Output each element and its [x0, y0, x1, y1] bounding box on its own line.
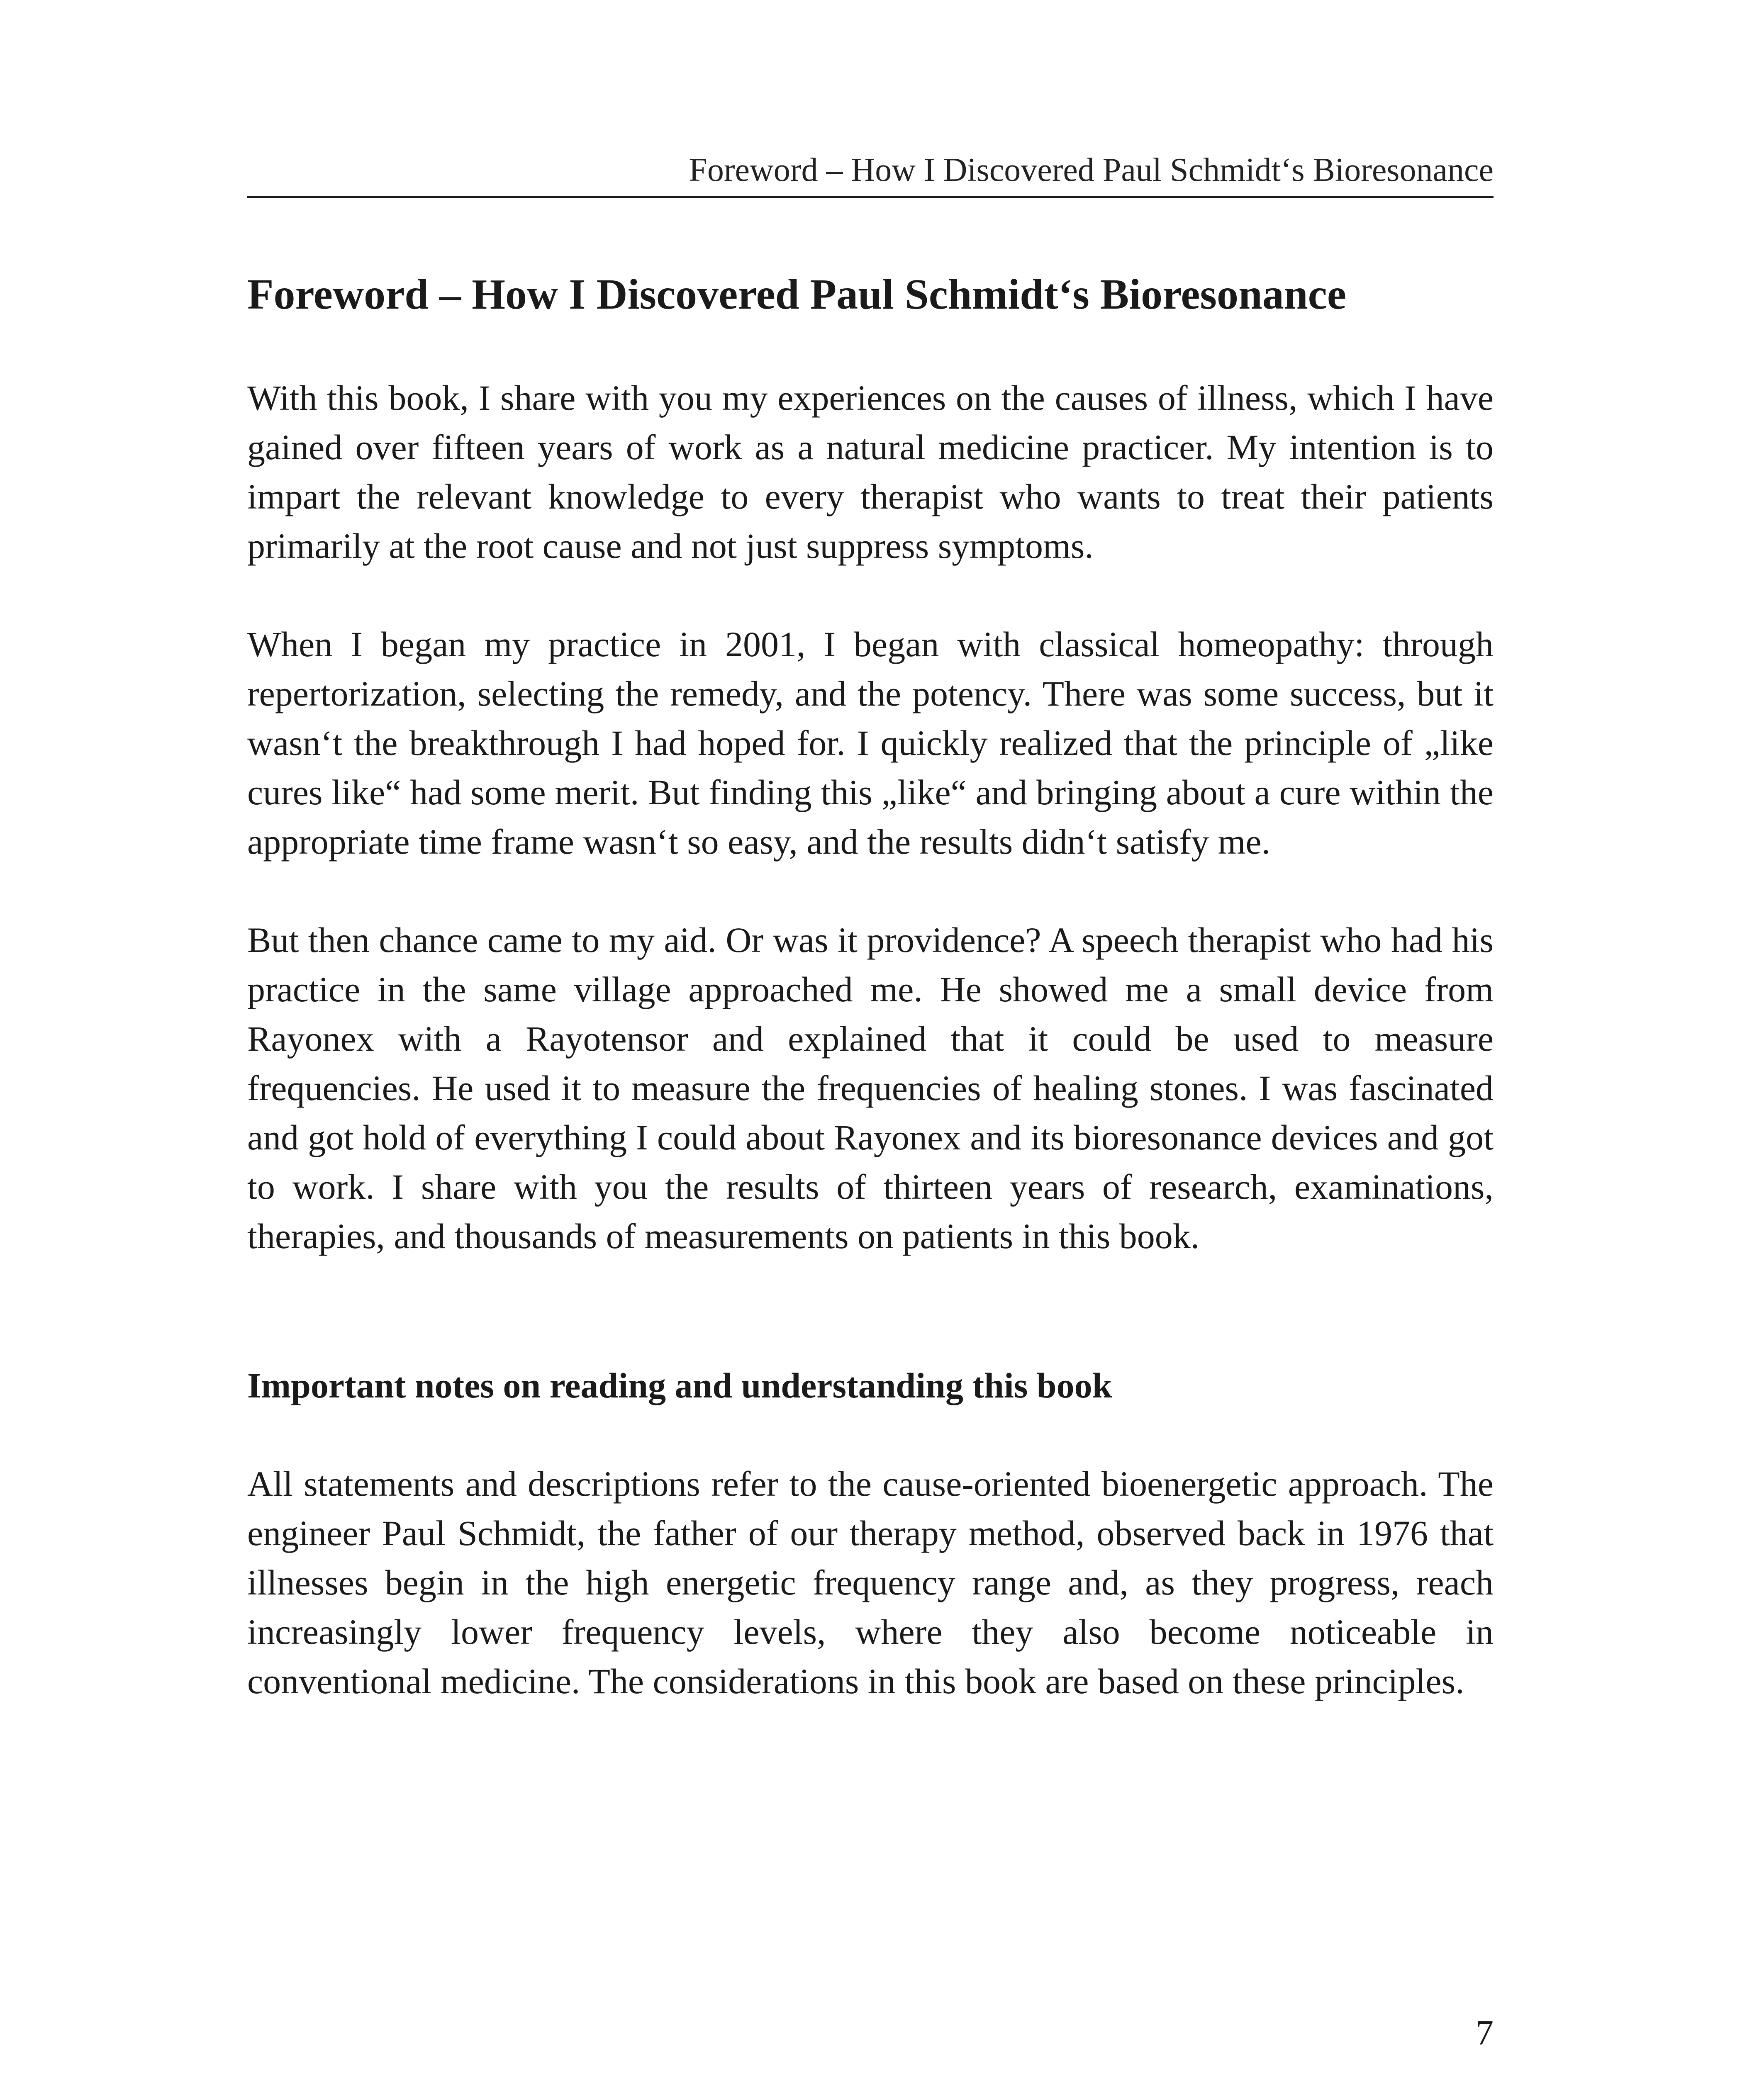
- paragraph-intro: With this book, I share with you my experiences on the causes of illness, which I have gained over fifteen years of work as a natural medicine practicer. My intention is to impart the relevant knowledge to every therapist who wants to treat their patients primarily at the root cause and not just suppress symptoms.: [247, 378, 1494, 566]
- section-title: Important notes on reading and understanding this book: [247, 1366, 1112, 1405]
- paragraph-notes: All statements and descriptions refer to the cause-oriented bioenergetic approach. The engineer Paul Schmidt, the father of our therapy method, observed back in 1976 that illnesses begin in the high energetic frequency range and, as they progress, reach increasingly lower frequency levels, where they also become noticeable in conventional medicine. The considerations in this book are based on these principles.: [247, 1464, 1494, 1701]
- paragraph-homeopathy: When I began my practice in 2001, I began with classical homeopathy: through repertorization, selecting the remedy, and the potency. There was some success, but it wasn‘t the breakthrough I had hoped for. I quickly realized that the principle of „like cures like“ had some merit. But finding this „like“ and bringing about a cure within the appropriate time frame wasn‘t so easy, and the results didn‘t satisfy me.: [247, 624, 1494, 862]
- page-number: 7: [1476, 2013, 1494, 2052]
- header-rule: [247, 196, 1494, 198]
- running-header: Foreword – How I Discovered Paul Schmidt‘s Bioresonance: [689, 152, 1494, 188]
- chapter-title: Foreword – How I Discovered Paul Schmidt‘s Bioresonance: [247, 270, 1347, 318]
- paragraph-rayonex: But then chance came to my aid. Or was it providence? A speech therapist who had his practice in the same village approached me. He showed me a small device from Rayonex with a Rayotensor and explained that it could be used to measure frequencies. He used it to measure the frequencies of healing stones. I was fascinated and got hold of everything I could about Rayonex and its bioresonance devices and got to work. I share with you the results of thirteen years of research, examinations, therapies, and thousands of measurements on patients in this book.: [247, 920, 1494, 1256]
- page-content: [247, 265, 1494, 1755]
